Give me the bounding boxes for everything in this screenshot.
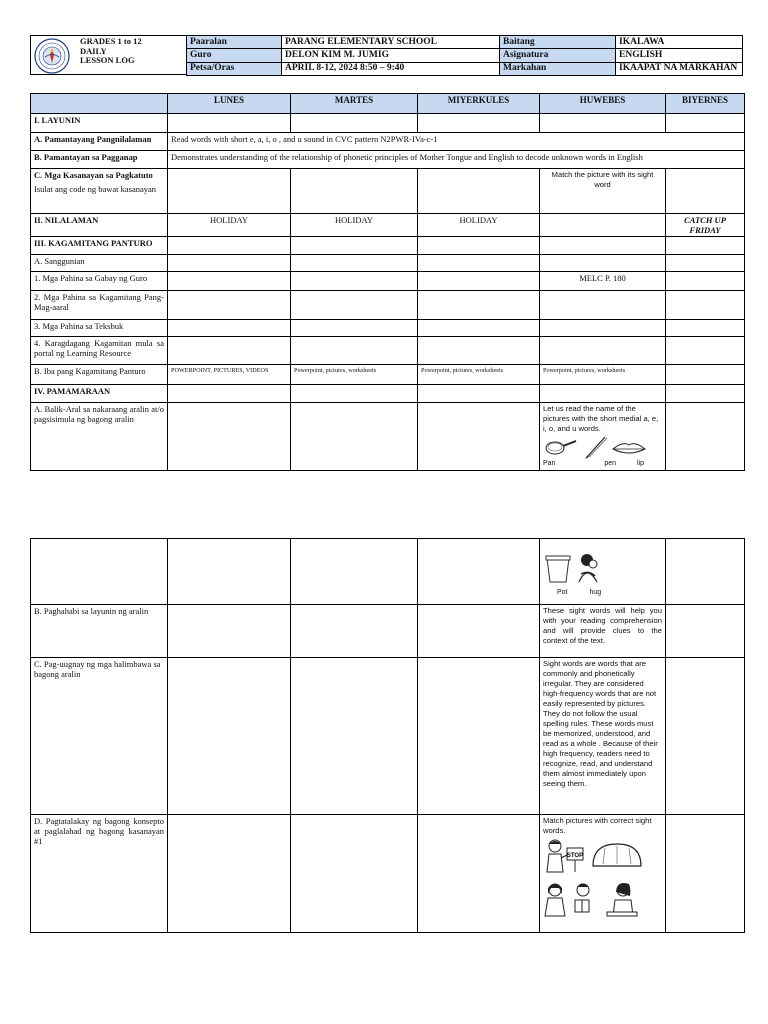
hug-icon	[579, 554, 597, 582]
row-kasanayan	[31, 169, 745, 214]
bread-icon	[593, 844, 641, 866]
logo-cell	[30, 35, 186, 75]
kasanayan-subtitle: Isulat ang code ng bawat kasanayan	[34, 184, 157, 194]
pen-icon	[585, 437, 607, 459]
row-pamantayang-pangnilalaman	[31, 133, 745, 151]
row-pagtatalakay	[31, 815, 745, 933]
gabay-huwebes: MELC P. 180	[540, 272, 666, 291]
row-iba-pang	[31, 365, 745, 385]
date-label: Petsa/Oras	[187, 62, 282, 75]
deped-seal-icon	[34, 38, 70, 74]
row-pamantayan-sa-pagganap	[31, 151, 745, 169]
iba-pang-miyerkules: Powerpoint, pictures, worksheets	[418, 365, 540, 385]
holiday-miyerkules: HOLIDAY	[418, 214, 540, 237]
row-balik-aral-continued	[31, 539, 745, 605]
row-balik-aral	[31, 403, 745, 471]
label-pag-uugnay: C. Pag-uugnay ng mga halimbawa sa bagong aralin	[31, 658, 168, 815]
label-pamantayang-pangnilalaman: A. Pamantayang Pangnilalaman	[31, 133, 168, 151]
row-gabay	[31, 272, 745, 291]
row-nilalaman	[31, 214, 745, 237]
section-kagamitang: III. KAGAMITANG PANTURO	[31, 237, 168, 255]
form-title-line1: GRADES 1 to 12	[80, 36, 142, 46]
value-pamantayang-pangnilalaman: Read words with short e, a, i, o , and u sound in CVC pattern N2PWR-IVa-c-1	[168, 133, 745, 151]
school-label: Paaralan	[187, 36, 282, 49]
row-karagdagang	[31, 337, 745, 365]
quarter-label: Markahan	[500, 62, 616, 75]
day-header-miyerkules: MIYERKULES	[418, 94, 540, 114]
lesson-log-table-page2	[30, 538, 745, 933]
holiday-martes: HOLIDAY	[291, 214, 418, 237]
iba-pang-martes: Powerpoint, pictures, worksheets	[291, 365, 418, 385]
label-kagamitang-pang: 2. Mga Pahina sa Kagamitang Pang- Mag-aaral	[31, 291, 168, 320]
header-row-date	[187, 62, 743, 75]
quarter-value: IKAAPAT NA MARKAHAN	[616, 62, 743, 75]
form-title	[80, 37, 184, 66]
section-layunin: I. LAYUNIN	[31, 114, 168, 133]
lesson-log-table-page1	[30, 93, 745, 471]
label-balik-aral: A. Balik-Aral sa nakaraang aralin at/o pagsisimula ng bagong aralin	[31, 403, 168, 471]
header-row-teacher	[187, 49, 743, 62]
balik-aral-huwebes-text: Let us read the name of the pictures with the short medial a, e, i, o, and u words.	[543, 404, 659, 433]
iba-pang-huwebes: Powerpoint, pictures, worksheets	[540, 365, 666, 385]
pic-labels-row1	[543, 459, 662, 469]
gift-kid-icon	[575, 884, 589, 913]
pot-hug-pictures	[543, 552, 613, 588]
iba-pang-lunes: POWERPOINT, PICTURES, VIDEOS	[168, 365, 291, 385]
label-iba-pang: B. Iba pang Kagamitang Panturo	[31, 365, 168, 385]
lesson-log-header	[30, 35, 744, 75]
pic-label-pot: Pot	[557, 589, 568, 596]
day-header-martes: MARTES	[291, 94, 418, 114]
pic-label-pen: pen	[604, 460, 617, 467]
row-pamamaraan	[31, 385, 745, 403]
pic-labels-row2	[543, 588, 662, 598]
subject-value: ENGLISH	[616, 49, 743, 62]
form-title-line2: DAILY	[80, 45, 107, 56]
label-paghahabi: B. Paghahabi sa layunin ng aralin	[31, 605, 168, 658]
pot-hug-cell	[540, 539, 666, 605]
sight-word-pictures	[543, 838, 661, 920]
row-kagamitang-pang	[31, 291, 745, 320]
row-teksbuk	[31, 320, 745, 337]
grade-label: Baitang	[500, 36, 616, 49]
day-header-lunes: LUNES	[168, 94, 291, 114]
row-layunin	[31, 114, 745, 133]
row-paghahabi	[31, 605, 745, 658]
pan-pen-lip-pictures	[543, 435, 661, 459]
header-info-table	[186, 35, 743, 76]
label-gabay: 1. Mga Pahina sa Gabay ng Guro	[31, 272, 168, 291]
label-kasanayan	[31, 169, 168, 214]
pag-uugnay-huwebes: Sight words are words that are commonly and phonetically irregular. They are considered high-frequency words that are not easily represented by pictures. They do not follow the usual spelling rules. These words must be memorized, understood, and read as a whole . Because of their high frequency, readers need to recognize, read, and understand them almost immediately upon seeing them.	[540, 658, 666, 815]
pagtatalakay-huwebes	[540, 815, 666, 933]
balik-aral-huwebes	[540, 403, 666, 471]
value-pamantayan-sa-pagganap: Demonstrates understanding of the relationship of phonetic principles of Mother Tongue and English to decode unknown words in English	[168, 151, 745, 169]
writing-girl-icon	[607, 883, 637, 916]
label-karagdagang: 4. Karagdagang Kagamitan mula sa portal ng Learning Resource	[31, 337, 168, 365]
school-value: PARANG ELEMENTARY SCHOOL	[282, 36, 500, 49]
pot-icon	[546, 556, 570, 582]
day-header-biyernes: BIYERNES	[666, 94, 745, 114]
row-sanggunian	[31, 255, 745, 272]
date-value: APRIL 8-12, 2024 8:50 – 9:40	[282, 62, 500, 75]
stop-kid-icon	[547, 840, 583, 872]
header-row-school	[187, 36, 743, 49]
kasanayan-huwebes: Match the picture with its sight word	[540, 169, 666, 214]
catch-up-friday: CATCH UP FRIDAY	[666, 214, 745, 237]
days-header-row	[31, 94, 745, 114]
kasanayan-title: C. Mga Kasanayan sa Pagkatuto	[34, 170, 153, 180]
day-header-huwebes: HUWEBES	[540, 94, 666, 114]
pic-label-hug: hug	[589, 589, 602, 596]
paghahabi-huwebes: These sight words will help you with your reading comprehension and will provide clues to the context of the text.	[540, 605, 666, 658]
section-pamamaraan: IV. PAMAMARAAN	[31, 385, 168, 403]
pic-label-lip: lip	[636, 460, 644, 467]
lip-icon	[613, 444, 645, 453]
row-pag-uugnay	[31, 658, 745, 815]
label-pagtatalakay: D. Pagtatalakay ng bagong konsepto at paglalahad ng bagong kasanayan #1	[31, 815, 168, 933]
stop-sign-text: STOP	[566, 853, 584, 859]
teacher-value: DELON KIM M. JUMIG	[282, 49, 500, 62]
section-nilalaman: II. NILALAMAN	[31, 214, 168, 237]
subject-label: Asignatura	[500, 49, 616, 62]
girl-icon	[545, 884, 565, 916]
pic-label-pan: Pan	[543, 460, 556, 467]
teacher-label: Guro	[187, 49, 282, 62]
row-kagamitang	[31, 237, 745, 255]
pagtatalakay-huwebes-text: Match pictures with correct sight words.	[543, 816, 652, 835]
label-teksbuk: 3. Mga Pahina sa Teksbuk	[31, 320, 168, 337]
grade-value: IKALAWA	[616, 36, 743, 49]
corner-cell	[31, 94, 168, 114]
form-title-line3: LESSON LOG	[80, 55, 135, 65]
label-pamantayan-sa-pagganap: B. Pamantayan sa Pagganap	[31, 151, 168, 169]
label-sanggunian: A. Sanggunian	[31, 255, 168, 272]
holiday-lunes: HOLIDAY	[168, 214, 291, 237]
pan-icon	[546, 441, 576, 454]
